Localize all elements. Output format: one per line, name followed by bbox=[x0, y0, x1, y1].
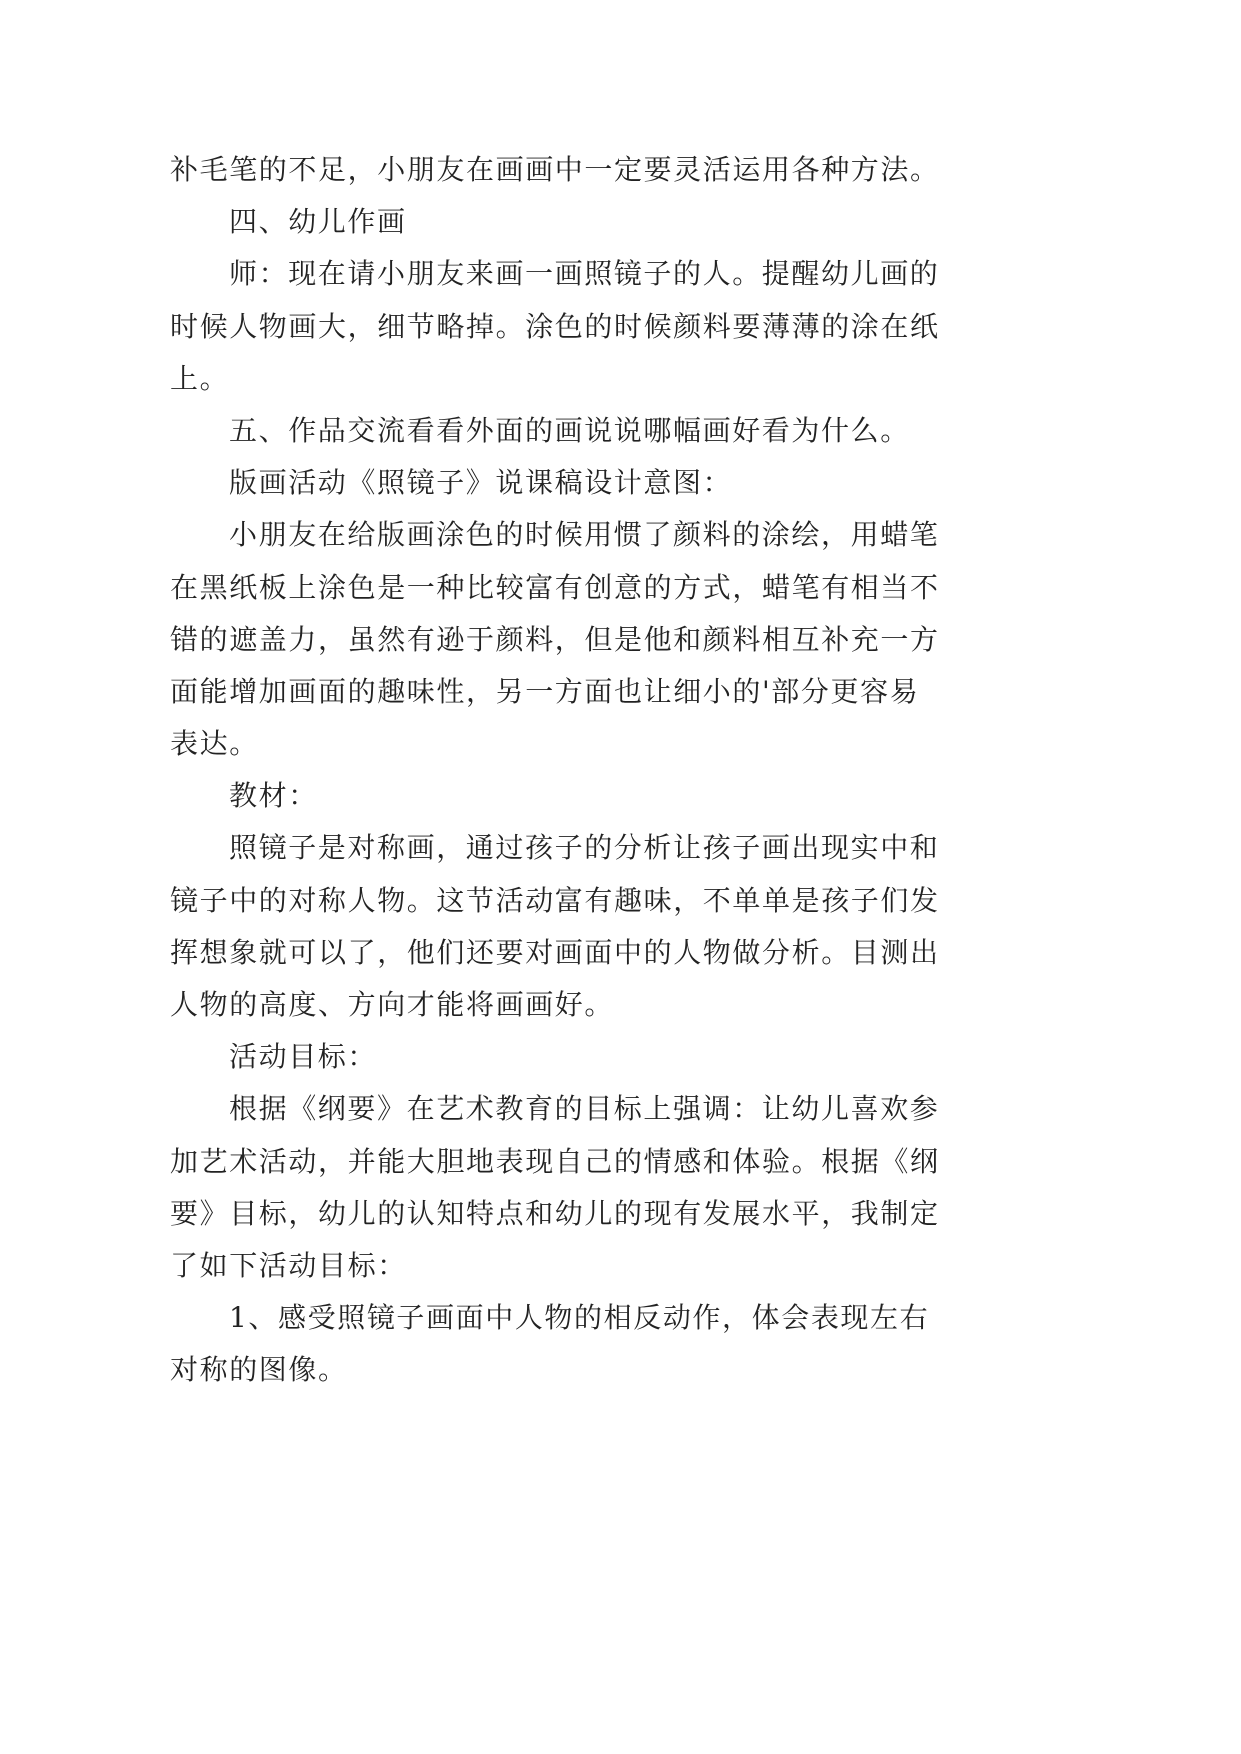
heading-line: 版画活动《照镜子》说课稿设计意图： bbox=[229, 466, 733, 500]
paragraph-line: 加艺术活动，并能大胆地表现自己的情感和体验。根据《纲 bbox=[170, 1144, 940, 1178]
paragraph-design-intent bbox=[170, 509, 970, 770]
paragraph-line: 了如下活动目标： bbox=[170, 1248, 407, 1282]
paragraph-line: 人物的高度、方向才能将画画好。 bbox=[170, 988, 615, 1021]
paragraph-line: 根据《纲要》在艺术教育的目标上强调：让幼儿喜欢参 bbox=[229, 1092, 940, 1126]
heading-line: 五、作品交流看看外面的画说说哪幅画好看为什么。 bbox=[229, 413, 910, 447]
heading-activity-goals bbox=[170, 1031, 970, 1083]
paragraph-teaching-material bbox=[170, 822, 970, 1031]
paragraph-line: 对称的图像。 bbox=[170, 1353, 348, 1387]
paragraph-line: 要》目标，幼儿的认知特点和幼儿的现有发展水平，我制定 bbox=[170, 1196, 940, 1230]
section-heading-work-exchange bbox=[170, 405, 970, 457]
paragraph-line: 师：现在请小朋友来画一画照镜子的人。提醒幼儿画的 bbox=[229, 257, 940, 291]
heading-design-intent bbox=[170, 457, 970, 509]
list-item-goal-1 bbox=[170, 1292, 970, 1396]
heading-line: 教材： bbox=[229, 779, 318, 813]
document-body bbox=[170, 144, 970, 1397]
paragraph-line: 小朋友在给版画涂色的时候用惯了颜料的涂绘，用蜡笔 bbox=[229, 518, 940, 552]
paragraph-line: 1、感受照镜子画面中人物的相反动作，体会表现左右 bbox=[229, 1301, 930, 1335]
paragraph-line: 时候人物画大，细节略掉。涂色的时候颜料要薄薄的涂在纸 bbox=[170, 309, 940, 343]
section-heading-child-drawing bbox=[170, 196, 970, 248]
paragraph-line: 照镜子是对称画，通过孩子的分析让孩子画出现实中和 bbox=[229, 831, 940, 865]
paragraph-line: 在黑纸板上涂色是一种比较富有创意的方式，蜡笔有相当不 bbox=[170, 570, 940, 604]
heading-line: 四、幼儿作画 bbox=[229, 205, 407, 239]
paragraph-line: 错的遮盖力，虽然有逊于颜料，但是他和颜料相互补充一方 bbox=[170, 622, 940, 656]
heading-line: 活动目标： bbox=[229, 1040, 378, 1074]
paragraph-line: 上。 bbox=[170, 361, 230, 395]
paragraph-teacher-instruction bbox=[170, 248, 970, 405]
paragraph-line: 镜子中的对称人物。这节活动富有趣味，不单单是孩子们发 bbox=[170, 883, 940, 917]
paragraph-activity-goals bbox=[170, 1083, 970, 1292]
paragraph-line: 补毛笔的不足，小朋友在画画中一定要灵活运用各种方法。 bbox=[170, 153, 940, 186]
paragraph-line: 挥想象就可以了，他们还要对画面中的人物做分析。目测出 bbox=[170, 935, 940, 969]
paragraph-line: 面能增加画面的趣味性，另一方面也让细小的'部分更容易 bbox=[170, 674, 920, 708]
paragraph-line: 表达。 bbox=[170, 727, 259, 761]
paragraph-continuation bbox=[170, 144, 970, 196]
heading-teaching-material bbox=[170, 770, 970, 822]
